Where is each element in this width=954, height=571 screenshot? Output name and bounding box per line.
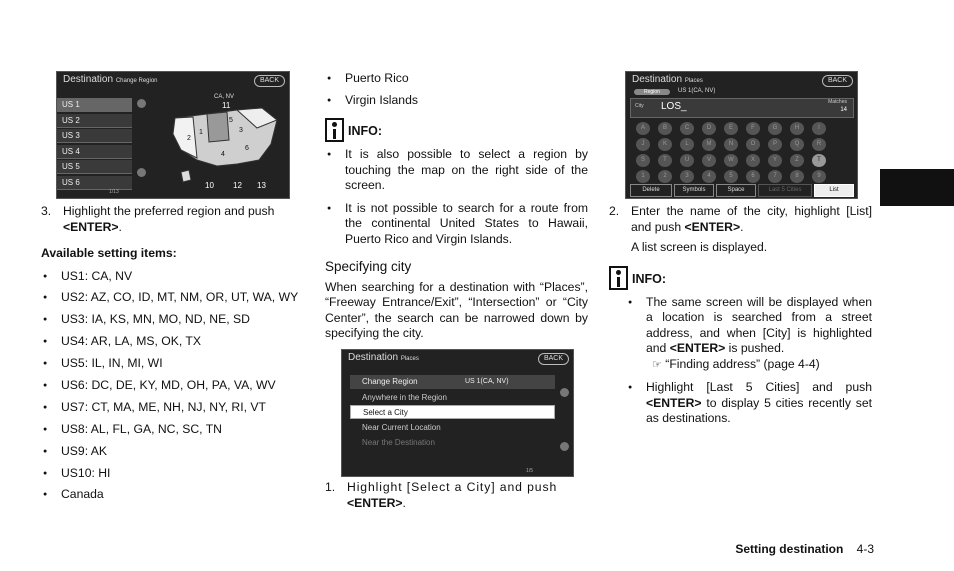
screen-title: Destination Places [632, 74, 703, 85]
list-item: ● US8: AL, FL, GA, NC, SC, TN [41, 422, 305, 438]
city-value: LOS_ [661, 101, 687, 112]
info-icon [325, 118, 344, 142]
list-item: ● US7: CT, MA, ME, NH, NJ, NY, RI, VT [41, 400, 305, 416]
places-menu-screenshot [341, 349, 574, 477]
svg-text:3: 3 [239, 127, 243, 134]
screen-title: Destination Change Region [63, 74, 158, 85]
info-icon [609, 266, 628, 290]
menu-item-select-city: Select a City [350, 405, 555, 419]
page-indicator: 1/5 [526, 468, 533, 474]
symbols-button: Symbols [674, 184, 714, 197]
svg-text:13: 13 [257, 181, 266, 190]
list-button: List [814, 184, 854, 197]
back-button: BACK [538, 353, 569, 365]
matches-label: Matches [828, 99, 847, 105]
list-item: ● US6: DC, DE, KY, MD, OH, PA, VA, WV [41, 378, 305, 394]
keyboard: A B C D E F G H I J K L M N O P Q R S T U V W X Y Z T 1 2 3 4 5 6 7 8 9 [630, 120, 852, 184]
delete-button: Delete [630, 184, 672, 197]
us-map-icon [167, 100, 287, 195]
space-button: Space [716, 184, 756, 197]
region-value: US 1(CA, NV) [465, 378, 509, 385]
svg-text:12: 12 [233, 181, 242, 190]
section-heading: Specifying city [325, 259, 412, 275]
svg-text:1: 1 [199, 129, 203, 136]
list-item: ● US4: AR, LA, MS, OK, TX [41, 334, 305, 350]
step-1: 1. Highlight [Select a City] and push <ENTER>. [325, 480, 558, 510]
list-item: ● US2: AZ, CO, ID, MT, NM, OR, UT, WA, WY [41, 290, 305, 306]
list-item: ● Virgin Islands [325, 93, 588, 109]
svg-text:11: 11 [222, 101, 231, 110]
region-button: Region [634, 89, 670, 95]
region-label: CA, NV [214, 94, 235, 100]
list-item: ● US1: CA, NV [41, 269, 305, 285]
info-item: ● The same screen will be displayed when a location is searched from a street address, and when [City] is highlighted and <ENTER> is pushed. ☞ “Finding address” (page 4-4) [609, 295, 872, 374]
back-button: BACK [822, 75, 853, 87]
region-tab-2: US 2 [57, 114, 132, 128]
city-input [630, 98, 854, 118]
step-3: 3. Highlight the preferred region and push <ENTER>. [41, 204, 275, 234]
svg-text:5: 5 [229, 117, 233, 124]
list-item: ● Puerto Rico [325, 71, 588, 87]
menu-item-near-current: Near Current Location [362, 423, 441, 432]
list-item: ● Canada [41, 487, 305, 503]
footer-section: Setting destination [735, 542, 844, 556]
info-item: ● Highlight [Last 5 Cities] and push <ENTER> to display 5 cities recently set as destinations. [628, 380, 872, 425]
info-header: INFO: [609, 266, 872, 290]
city-label: City [635, 103, 644, 109]
footer-page: 4-3 [856, 542, 874, 556]
change-region-screenshot [56, 71, 290, 199]
region-tab-3: US 3 [57, 129, 132, 143]
scroll-down-icon [560, 442, 569, 451]
step-2-note: A list screen is displayed. [631, 240, 768, 254]
city-entry-screenshot [625, 71, 858, 199]
list-item: ● US5: IL, IN, MI, WI [41, 356, 305, 372]
info-header: INFO: [325, 118, 588, 142]
svg-text:6: 6 [245, 145, 249, 152]
screen-title: Destination Places [348, 352, 419, 363]
matches-value: 14 [840, 107, 847, 113]
chapter-tab [880, 169, 954, 206]
region-tab-5: US 5 [57, 160, 132, 174]
menu-item-near-destination: Near the Destination [362, 438, 435, 447]
scroll-up-icon [560, 388, 569, 397]
svg-text:4: 4 [221, 151, 225, 158]
available-items-heading: Available setting items: [41, 246, 177, 260]
region-tab-4: US 4 [57, 145, 132, 159]
info-item: ● It is not possible to search for a route from the continental United States to Hawaii, Puerto Rico and Virgin Islands. [325, 201, 588, 248]
back-button: BACK [254, 75, 285, 87]
region-tab-6: US 6 [57, 176, 132, 190]
svg-text:10: 10 [205, 181, 214, 190]
region-value: US 1(CA, NV) [678, 88, 716, 94]
page-footer [735, 542, 874, 556]
menu-item-change-region: Change Region US 1(CA, NV) [350, 375, 555, 389]
page-reference-icon: ☞ [652, 358, 662, 371]
info-item: ● It is also possible to select a region by touching the map on the right side of the screen. [325, 147, 588, 194]
step-2: 2. Enter the name of the city, highlight [List] and push <ENTER>. [609, 204, 872, 234]
list-item: ● US10: HI [41, 466, 305, 482]
scroll-down-icon [137, 168, 146, 177]
page-indicator: 1/13 [109, 189, 119, 195]
reference-line: ☞ “Finding address” (page 4-4) [652, 356, 820, 371]
list-item: ● US3: IA, KS, MN, MO, ND, NE, SD [41, 312, 305, 328]
list-item: ● US9: AK [41, 444, 305, 460]
scroll-up-icon [137, 99, 146, 108]
last-5-cities-button: Last 5 Cities [758, 184, 812, 197]
region-tab-1: US 1 [57, 98, 132, 112]
menu-item-anywhere: Anywhere in the Region [362, 393, 447, 402]
section-text: When searching for a destination with “Places”, “Freeway Entrance/Exit”, “Intersection” or “City Center”, the search can be narrowed down by specifying the city. [325, 279, 588, 341]
svg-text:2: 2 [187, 135, 191, 142]
